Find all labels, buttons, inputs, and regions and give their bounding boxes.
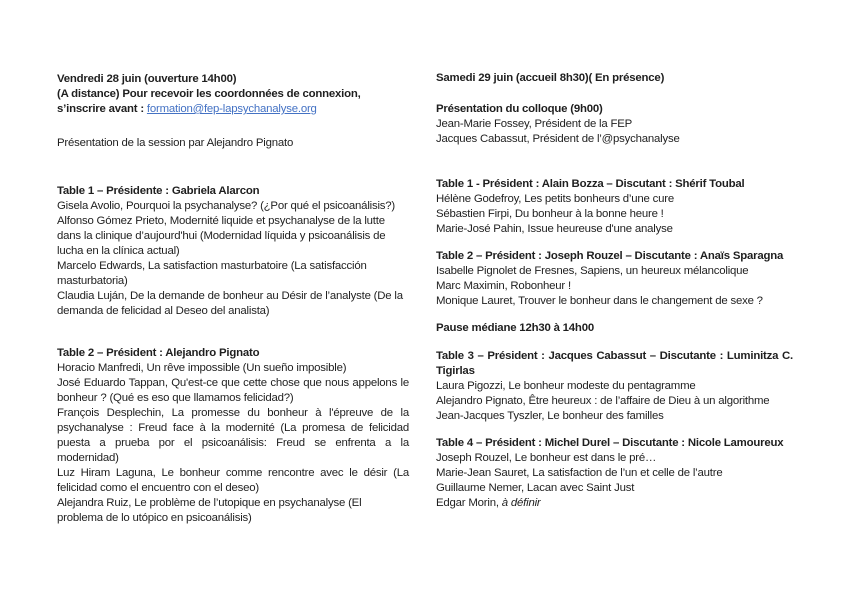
table-title: Table 4 – Président : Michel Durel – Discutante : Nicole Lamoureux <box>436 437 784 449</box>
program-item: Marc Maximin, Robonheur ! <box>436 280 571 292</box>
program-item: Marcelo Edwards, La satisfaction masturbatoire (La satisfacción masturbatoria) <box>57 260 367 287</box>
program-item: Alejandra Ruiz, Le problème de l’utopique en psychanalyse (El problema de lo utópico en psicoanálisis) <box>57 497 362 524</box>
registration-line <box>57 102 409 117</box>
presenter-item: Jean-Marie Fossey, Président de la FEP <box>436 118 633 130</box>
left-column-friday <box>57 72 409 526</box>
table-title: Table 1 – Présidente : Gabriela Alarcon <box>57 185 260 197</box>
right-column-saturday <box>436 71 793 511</box>
email-link[interactable]: formation@fep-lapsychanalyse.org <box>146 103 317 115</box>
program-item: Guillaume Nemer, Lacan avec Saint Just <box>436 482 635 494</box>
friday-connection-line: (A distance) Pour recevoir les coordonnées de connexion, <box>57 88 361 100</box>
program-item: Alfonso Gómez Prieto, Modernité liquide et psychanalyse de la lutte dans la clinique d’aujourd'hui (Modernidad líquida y psicoanálisis de lucha en la clínica actual) <box>57 215 386 257</box>
table-title: Table 1 - Président : Alain Bozza – Discutant : Shérif Toubal <box>436 178 745 190</box>
saturday-table-4-section <box>436 436 793 511</box>
program-item: Marie-José Pahin, Issue heureuse d'une analyse <box>436 223 673 235</box>
program-item: Isabelle Pignolet de Fresnes, Sapiens, un heureux mélancolique <box>436 265 749 277</box>
program-item: Marie-Jean Sauret, La satisfaction de l’un et celle de l’autre <box>436 467 723 479</box>
program-item: Luz Hiram Laguna, Le bonheur comme rencontre avec le désir (La felicidad como el encuentro con el deseo) <box>57 467 409 494</box>
colloque-presentation-section <box>436 102 793 147</box>
saturday-table-2-section <box>436 249 793 309</box>
friday-heading <box>57 72 409 117</box>
program-item: Horacio Manfredi, Un rêve impossible (Un sueño imposible) <box>57 362 347 374</box>
saturday-date-heading: Samedi 29 juin (accueil 8h30)( En présence) <box>436 72 665 84</box>
program-item: Monique Lauret, Trouver le bonheur dans le changement de sexe ? <box>436 295 763 307</box>
table-title: Table 2 – Président : Alejandro Pignato <box>57 347 260 359</box>
table-title: Table 3 – Président : Jacques Cabassut – Discutante : Luminitza C. Tigirlas <box>436 350 793 377</box>
program-item: Sébastien Firpi, Du bonheur à la bonne heure ! <box>436 208 664 220</box>
program-item: Hélène Godefroy, Les petits bonheurs d’une cure <box>436 193 674 205</box>
friday-date-line: Vendredi 28 juin (ouverture 14h00) <box>57 73 237 85</box>
table-title: Table 2 – Président : Joseph Rouzel – Discutante : Anaïs Sparagna <box>436 250 784 262</box>
program-item: François Desplechin, La promesse du bonheur à l'épreuve de la psychanalyse : Freud face à la modernité (La promesa de felicidad puesta a prueba por el psicoanálisis: Freud se enfrenta a la modernidad) <box>57 407 409 464</box>
saturday-table-3-section <box>436 349 793 424</box>
session-intro: Présentation de la session par Alejandro Pignato <box>57 137 294 149</box>
saturday-table-1-section <box>436 177 793 237</box>
presenter-item: Jacques Cabassut, Président de l’@psychanalyse <box>436 133 680 145</box>
program-item <box>436 496 793 511</box>
registration-prefix: s’inscrire avant : <box>57 103 144 115</box>
program-item: Alejandro Pignato, Être heureux : de l’affaire de Dieu à un algorithme <box>436 395 770 407</box>
speaker-name: Edgar Morin, <box>436 497 499 509</box>
program-item: Jean-Jacques Tyszler, Le bonheur des familles <box>436 410 664 422</box>
program-item: José Eduardo Tappan, Qu'est-ce que cette chose que nous appelons le bonheur ? (Qué es eso que llamamos felicidad?) <box>57 377 409 404</box>
presentation-title: Présentation du colloque (9h00) <box>436 103 603 115</box>
program-item: Joseph Rouzel, Le bonheur est dans le pré… <box>436 452 657 464</box>
program-item: Gisela Avolio, Pourquoi la psychanalyse? (¿Por qué el psicoanálisis?) <box>57 200 396 212</box>
friday-table-2-section <box>57 346 409 526</box>
talk-title-tbd: à définir <box>501 497 541 509</box>
friday-table-1-section <box>57 184 409 319</box>
midday-break-line: Pause médiane 12h30 à 14h00 <box>436 322 594 334</box>
program-item: Laura Pigozzi, Le bonheur modeste du pentagramme <box>436 380 696 392</box>
program-item: Claudia Luján, De la demande de bonheur au Désir de l’analyste (De la demanda de felicidad al Deseo del analista) <box>57 290 403 317</box>
